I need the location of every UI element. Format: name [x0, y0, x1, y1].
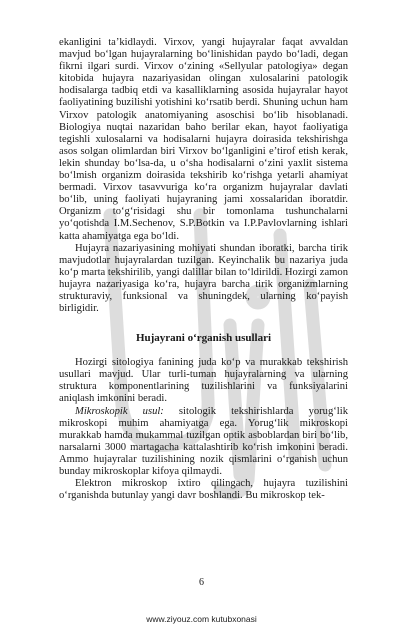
footer-source-url: www.ziyouz.com kutubxonasi [146, 614, 257, 624]
paragraph-microscopic-method [59, 406, 348, 479]
paragraph-electron-microscope: Elektron mikroskop ixtiro qilingach, hujayra tuzilishini o‘rganishda butunlay yangi davr boshlandi. Bu mikroskop tek- [59, 478, 348, 502]
page-number: 6 [199, 577, 204, 588]
paragraph-microscopic-text: sitologik tekshirishlarda yorug‘lik mikroskopi muhim ahamiyatga ega. Yorug‘lik mikroskopi murakkab hamda mukammal tuzilgan optik asboblardan biri bo‘lib, narsalarni 3000 martagacha kattalashtirib ko‘rish imkonini beradi. Ammo hujayralar tuzilishining nozik qismlarini o‘rganish uchun bunday mikroskoplar kifoya qilmaydi. [59, 405, 348, 477]
paragraph-methods-intro: Hozirgi sitologiya fanining juda ko‘p va murakkab tekshirish usullari mavjud. Ular turli-tuman hujayralarning va ularning struktura komponentlarining tuzilishlarini va funksiyalarini aniqlash imkonini beradi. [59, 357, 348, 405]
section-heading: Hujayrani o‘rganish usullari [135, 332, 272, 345]
paragraph-virxov: ekanligini ta’kidlaydi. Virxov, yangi hujayralar faqat avvaldan mavjud bo‘lgan hujayralarning bo‘linishidan paydo bo‘ladi, degan fikrni ilgari surdi. Virxov o‘zining «Sellyular patologiya» degan kitobida hujayra nazariyasidan olingan xulosalarini patologik hodisalarga tadbiq etdi va kasalliklarning asosida hujayralar hayot faoliyatining buzilishi yotishini ko‘rsatib berdi. Shuning uchun ham Virxov patologik anatomiyaning asoschisi bo‘lib hisoblanadi. Biologiya nuqtai nazaridan baho berilar ekan, hayot faoliyatiga tegishli xulosalarni va hodisalarni hujayra doirasida tekshirishga asos solgan olimlardan biri Virxov bo‘lganligini e’tirof etish kerak, lekin shunday bo‘lsa-da, u o‘sha hodisalarni o‘zini yaxlit sistema bo‘lmish organizm doirasida tekshirib ko‘rishga yetarli ahamiyat bermadi. Virxov tasavvuriga ko‘ra organizm hujayralar davlati bo‘lib, uning faoliyati hujayraning jami xossalaridan iboratdir. Organizm to‘g‘risidagi shu bir tomonlama tushunchalarni yo‘qotishda I.M.Sechenov, S.P.Botkin va I.P.Pavlovlarning ishlari katta ahamiyatga ega bo‘ldi. [59, 37, 348, 242]
page-body [59, 37, 348, 502]
term-microscopic-method: Mikroskopik usul: [75, 405, 164, 417]
paragraph-cell-theory: Hujayra nazariyasining mohiyati shundan iboratki, barcha tirik mavjudotlar hujayralardan tuzilgan. Keyinchalik bu nazariya juda ko‘p marta tekshirilib, yangi dalillar bilan to‘ldirildi. Hozirgi zamon hujayra nazariyasiga ko‘ra, hujayra barcha tirik organizmlarning strukturaviy, funksional va shuningdek, ularning ko‘payish birligidir. [59, 242, 348, 315]
